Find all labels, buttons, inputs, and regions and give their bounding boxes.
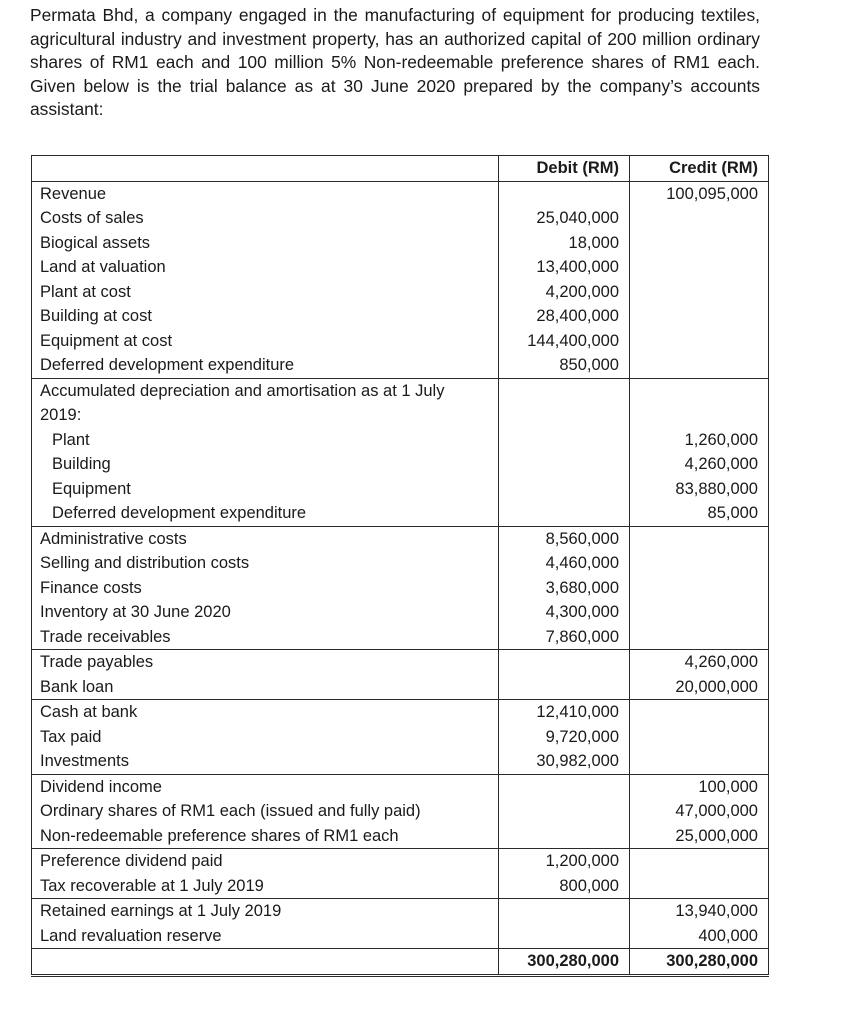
label-preference-dividend: Preference dividend paid xyxy=(40,852,223,870)
group-debits xyxy=(499,650,630,700)
debit-value: 28,400,000 xyxy=(536,307,619,325)
credit-value: 1,260,000 xyxy=(684,430,758,449)
trial-balance-table xyxy=(31,155,769,977)
total-debit: 300,280,000 xyxy=(499,949,630,976)
group-row xyxy=(32,774,769,849)
group-debits xyxy=(499,526,630,650)
debit-value: 18,000 xyxy=(568,233,619,252)
debit-value: 9,720,000 xyxy=(545,727,619,746)
group-row xyxy=(32,899,769,949)
header-credit: Credit (RM) xyxy=(630,156,769,182)
debit-value xyxy=(507,182,619,207)
header-row xyxy=(32,156,769,182)
group-labels xyxy=(32,526,499,650)
label-finance-costs: Finance costs xyxy=(40,578,142,597)
credit-value: 400,000 xyxy=(698,926,758,945)
group-credits xyxy=(630,700,769,775)
label-admin-costs: Administrative costs xyxy=(40,529,187,548)
label-revaluation-reserve: Land revaluation reserve xyxy=(40,926,222,945)
debit-value: 3,680,000 xyxy=(545,578,619,597)
label-preference-shares: Non-redeemable preference shares of RM1 each xyxy=(40,826,399,845)
group-row xyxy=(32,700,769,775)
debit-value: 1,200,000 xyxy=(545,852,619,870)
label-land-valuation: Land at valuation xyxy=(40,258,166,276)
debit-value: 4,460,000 xyxy=(545,554,619,572)
group-credits xyxy=(630,849,769,899)
label-cash-at-bank: Cash at bank xyxy=(40,703,138,721)
label-inventory: Inventory at 30 June 2020 xyxy=(40,603,231,621)
label-trade-payables: Trade payables xyxy=(40,653,154,671)
label-plant-cost: Plant at cost xyxy=(40,282,131,301)
group-labels xyxy=(32,849,499,899)
group-labels xyxy=(32,899,499,949)
label-deferred-dev: Deferred development expenditure xyxy=(40,356,295,374)
label-equipment-cost: Equipment at cost xyxy=(40,331,173,350)
label-investments: Investments xyxy=(40,752,129,770)
credit-value: 83,880,000 xyxy=(675,479,758,498)
label-revenue: Revenue xyxy=(40,184,107,203)
label-selling-costs: Selling and distribution costs xyxy=(40,554,250,572)
debit-value: 25,040,000 xyxy=(536,209,619,227)
intro-paragraph: Permata Bhd, a company engaged in the manufacturing of equipment for producing textiles, agricultural industry and investment property, has an authorized capital of 200 million ordinary shares of RM1 each and 100 million 5% Non-redeemable preference shares of RM1 each. Given below is the trial balance as at 30 June 2020 prepared by the company’s accounts assistant: xyxy=(30,5,760,120)
credit-value: 20,000,000 xyxy=(675,677,758,696)
debit-value: 4,200,000 xyxy=(545,282,619,301)
header-blank xyxy=(32,156,499,182)
debit-value: 144,400,000 xyxy=(527,331,619,350)
credit-value: 4,260,000 xyxy=(684,455,758,473)
total-credit: 300,280,000 xyxy=(630,949,769,976)
debit-value: 13,400,000 xyxy=(536,258,619,276)
group-row xyxy=(32,849,769,899)
label-bank-loan: Bank loan xyxy=(40,677,114,696)
group-credits xyxy=(630,899,769,949)
credit-spacer xyxy=(638,403,758,428)
label-acc-deferred: Deferred development expenditure xyxy=(52,504,307,522)
group-labels xyxy=(32,774,499,849)
group-labels xyxy=(32,378,499,526)
credit-value: 100,095,000 xyxy=(666,184,758,203)
debit-value: 850,000 xyxy=(559,356,619,374)
label-accum-dep-heading: Accumulated depreciation and amortisation as at 1 July 2019: xyxy=(40,381,445,424)
debit-value: 7,860,000 xyxy=(545,627,619,646)
credit-spacer xyxy=(638,379,758,404)
group-debits xyxy=(499,774,630,849)
label-retained-earnings: Retained earnings at 1 July 2019 xyxy=(40,902,282,920)
credit-value: 25,000,000 xyxy=(675,826,758,845)
group-credits xyxy=(630,526,769,650)
label-tax-recoverable: Tax recoverable at 1 July 2019 xyxy=(40,876,264,895)
label-biological-assets: Biogical assets xyxy=(40,233,151,252)
label-tax-paid: Tax paid xyxy=(40,727,102,746)
debit-value: 12,410,000 xyxy=(536,703,619,721)
group-row xyxy=(32,181,769,378)
credit-value: 13,940,000 xyxy=(675,902,758,920)
header-debit: Debit (RM) xyxy=(499,156,630,182)
group-labels xyxy=(32,650,499,700)
group-debits xyxy=(499,181,630,378)
group-credits xyxy=(630,378,769,526)
debit-value: 30,982,000 xyxy=(536,752,619,770)
credit-value: 4,260,000 xyxy=(684,653,758,671)
label-dividend-income: Dividend income xyxy=(40,777,162,796)
credit-value: 47,000,000 xyxy=(675,802,758,820)
total-label xyxy=(32,949,499,976)
debit-value: 4,300,000 xyxy=(545,603,619,621)
debit-value: 8,560,000 xyxy=(545,529,619,548)
label-acc-building: Building xyxy=(52,455,111,473)
group-credits xyxy=(630,774,769,849)
group-credits xyxy=(630,181,769,378)
group-row xyxy=(32,378,769,526)
group-row xyxy=(32,526,769,650)
group-labels xyxy=(32,700,499,775)
group-debits xyxy=(499,899,630,949)
total-row xyxy=(32,949,769,976)
label-trade-receivables: Trade receivables xyxy=(40,627,171,646)
group-labels xyxy=(32,181,499,378)
credit-value: 85,000 xyxy=(707,504,758,522)
group-debits xyxy=(499,700,630,775)
label-acc-plant: Plant xyxy=(52,430,90,449)
credit-value: 100,000 xyxy=(698,777,758,796)
label-building-cost: Building at cost xyxy=(40,307,152,325)
label-costs-of-sales: Costs of sales xyxy=(40,209,144,227)
group-credits xyxy=(630,650,769,700)
label-ordinary-shares: Ordinary shares of RM1 each (issued and fully paid) xyxy=(40,802,421,820)
group-row xyxy=(32,650,769,700)
debit-value: 800,000 xyxy=(559,876,619,895)
group-debits xyxy=(499,378,630,526)
group-debits xyxy=(499,849,630,899)
label-acc-equipment: Equipment xyxy=(52,479,131,498)
